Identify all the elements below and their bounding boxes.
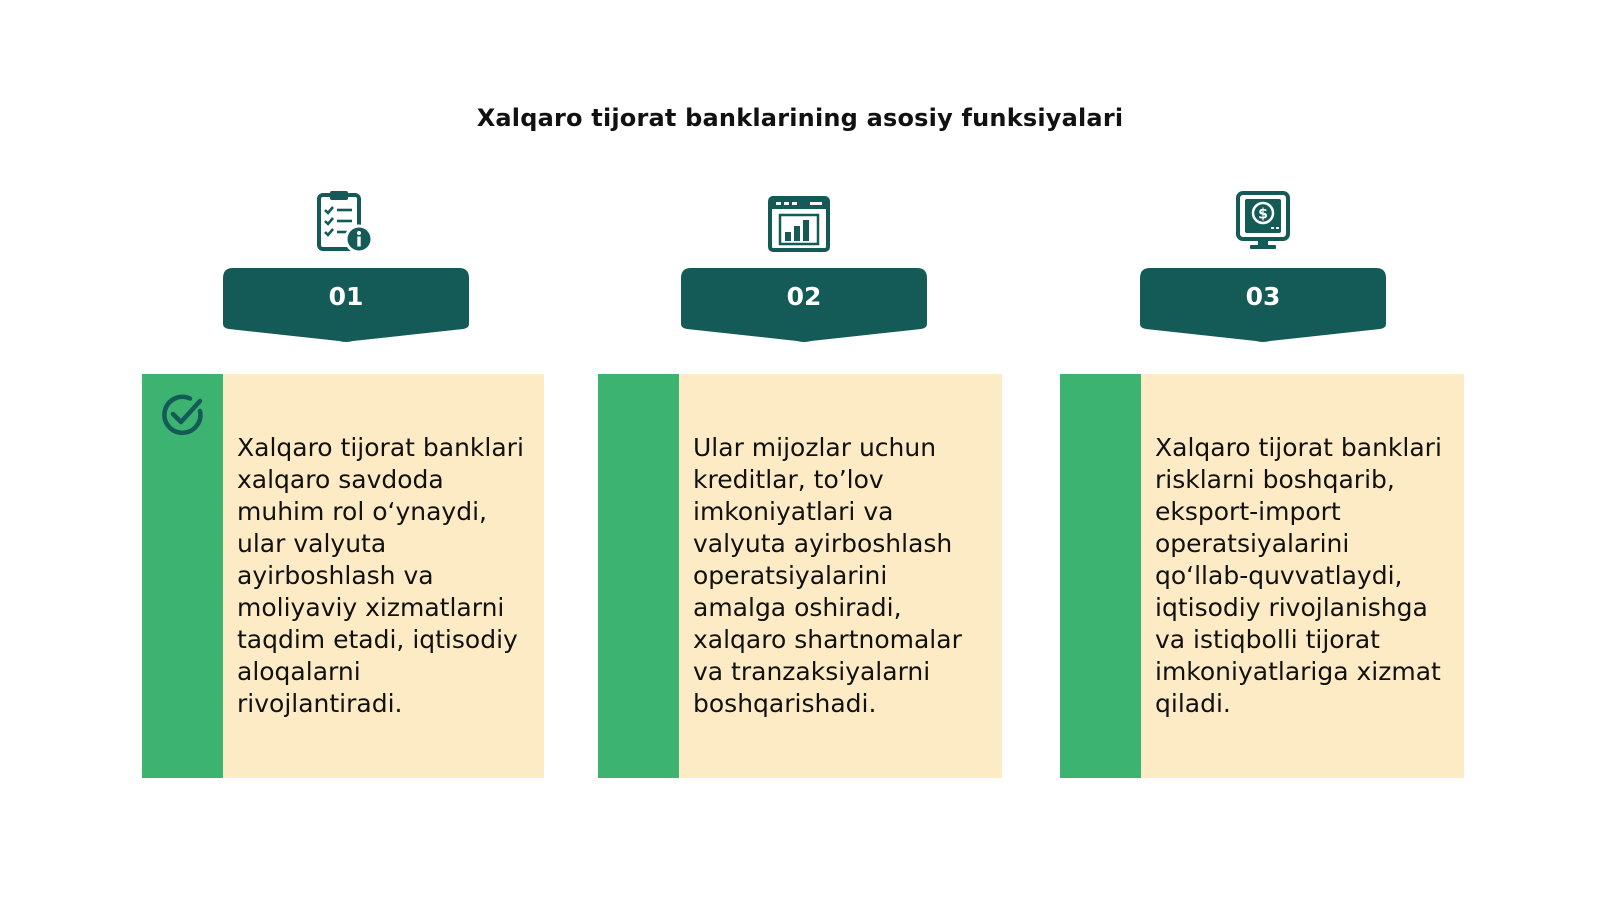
step-number-tab [681,268,927,346]
description-text: Ular mijozlar uchun kreditlar, to’lov imkoniyatlari va valyuta ayirboshlash operatsiyalarini amalga oshiradi, xalqaro shartnomalar va tranzaksiyalarni boshqarishadi. [693,433,962,718]
svg-text:$: $ [1258,206,1268,223]
step-number: 03 [1245,282,1281,311]
bar-chart-window-icon [764,188,834,258]
step-number: 01 [328,282,364,311]
card-accent-bar [598,374,679,778]
card-accent-bar [1060,374,1141,778]
description-card [142,374,544,778]
check-circle-icon [160,392,206,438]
description-text: Xalqaro tijorat banklari xalqaro savdoda muhim rol o‘ynaydi, ular valyuta ayirboshlash va moliyaviy xizmatlarni taqdim etadi, iqtisodiy aloqalarni rivojlantiradi. [237,433,524,718]
card-body [1141,374,1464,778]
step-number-tab [1140,268,1386,346]
card-accent-bar [142,374,223,778]
page-title: Xalqaro tijorat banklarining asosiy funksiyalari [476,104,1124,133]
card-body [679,374,1002,778]
step-number: 02 [786,282,822,311]
dollar-monitor-icon [1228,188,1298,258]
description-card [1060,374,1464,778]
card-body [223,374,544,778]
step-number-tab [223,268,469,346]
description-text: Xalqaro tijorat banklari risklarni boshqarib, eksport-import operatsiyalarini qo‘llab-quvvatlaydi, iqtisodiy rivojlanishga va istiqbolli tijorat imkoniyatlariga xizmat qiladi. [1155,433,1442,718]
clipboard-checklist-info-icon [308,188,378,258]
description-card [598,374,1002,778]
